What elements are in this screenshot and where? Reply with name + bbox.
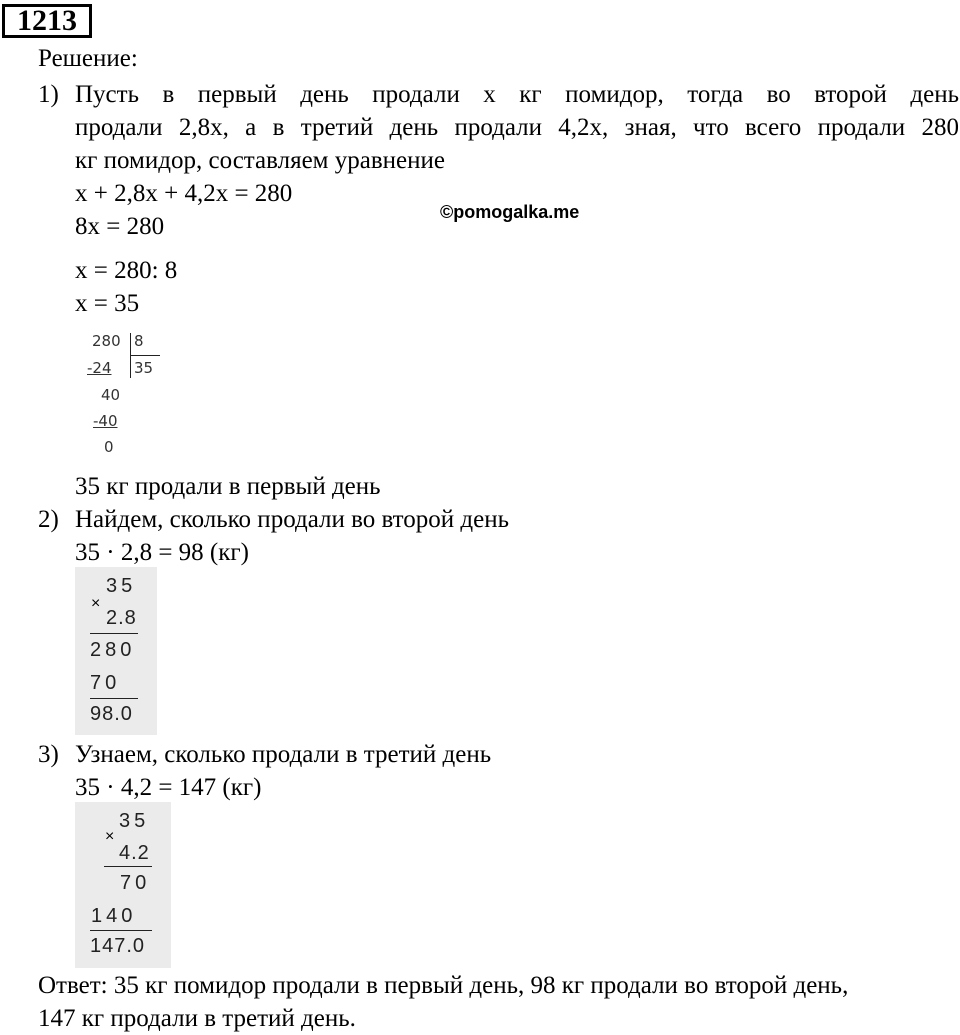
equation-4: х = 35 (75, 290, 140, 317)
product: 147.0 (90, 935, 146, 957)
watermark: ©pomogalka.me (440, 202, 580, 222)
factor-b: 2.8 (106, 607, 137, 629)
dividend: 280 (92, 332, 121, 350)
multiplication-box-2 (75, 802, 171, 968)
step2-equation: 35 · 2,8 = 98 (кг) (75, 539, 249, 566)
partial-1: 70 (120, 872, 151, 894)
quotient: 35 (134, 359, 154, 377)
factor-a: 35 (106, 575, 137, 597)
equation-3: х = 280: 8 (75, 257, 178, 284)
step1-line3: кг помидор, составляем уравнение (75, 147, 445, 174)
answer-line-2: 147 кг продали в третий день. (38, 1005, 356, 1032)
rule-2 (90, 698, 138, 699)
step2-text: Найдем, сколько продали во второй день (75, 506, 509, 533)
rule-1 (90, 633, 138, 634)
partial-1: 280 (90, 639, 136, 661)
step1-line1: Пусть в первый день продали х кг помидор, тогда во второй день (75, 81, 959, 108)
subtrahend-1: -24 (87, 359, 112, 377)
step1-marker: 1) (38, 81, 59, 108)
subtrahend-2: -40 (93, 412, 118, 430)
step3-marker: 3) (38, 741, 59, 768)
equation-1: х + 2,8х + 4,2х = 280 (75, 180, 293, 207)
equation-2: 8х = 280 (75, 213, 165, 240)
step2-marker: 2) (38, 506, 59, 533)
multiply-sign: × (91, 595, 101, 612)
multiply-sign: × (105, 828, 115, 845)
remainder-1: 40 (101, 386, 121, 404)
multiplication-box-1 (75, 567, 157, 735)
factor-a: 35 (119, 810, 150, 832)
remainder-final: 0 (104, 438, 114, 456)
rule-2 (90, 930, 152, 931)
step1-result: 35 кг продали в первый день (75, 473, 381, 500)
step3-text: Узнаем, сколько продали в третий день (75, 741, 492, 768)
factor-b: 4.2 (119, 842, 150, 864)
rule-1 (104, 866, 152, 867)
division-bar-horizontal (130, 355, 160, 356)
problem-number: 1213 (2, 4, 92, 38)
partial-2: 70 (90, 672, 121, 694)
partial-2: 140 (91, 905, 137, 927)
step1-line2: продали 2,8х, а в третий день продали 4,2х, зная, что всего продали 280 (75, 114, 959, 141)
step3-equation: 35 · 4,2 = 147 (кг) (75, 774, 262, 801)
solution-label: Решение: (38, 45, 138, 72)
product: 98.0 (90, 703, 133, 725)
answer-line-1: Ответ: 35 кг помидор продали в первый день, 98 кг продали во второй день, (38, 972, 849, 999)
divisor: 8 (134, 332, 144, 350)
